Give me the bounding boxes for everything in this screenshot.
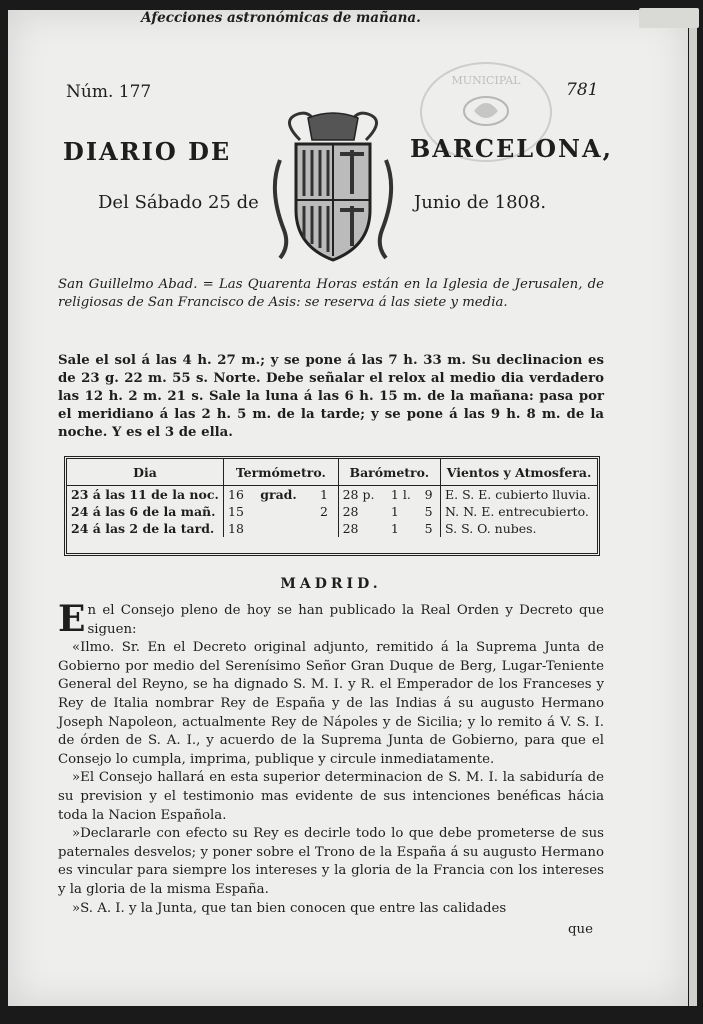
cell-temp: 16 <box>228 487 244 502</box>
cell-baro: 28 p. <box>342 487 375 502</box>
issue-number: Núm. 177 <box>66 82 152 102</box>
stamp-emblem-icon <box>456 91 516 131</box>
table-row <box>67 520 597 537</box>
cell-vientos: N. N. E. entrecubierto. <box>445 504 589 519</box>
stamp-text: MUNICIPAL <box>451 74 521 87</box>
cell-baro-frac: 5 <box>421 520 441 537</box>
masthead-title-right: BARCELONA, <box>410 134 613 163</box>
date-right: Junio de 1808. <box>414 192 547 213</box>
cell-temp-unit <box>256 520 316 537</box>
page-tab <box>639 8 699 28</box>
saints-notice: San Guillelmo Abad. = Las Quarenta Horas están en la Iglesia de Jerusalen, de religiosas de San Francisco de Asis: se reserva á las siete y media. <box>58 277 604 310</box>
astro-text: Sale el sol á las 4 h. 27 m.; y se pone á las 7 h. 33 m. Su declinacion es de 23 g. 22 m. 55 s. Norte. Debe señalar el relox al medio dia verdadero las 12 h. 2 m. 21 s. Sale la luna á las 6 h. 15 m. de la mañana: pasa por el meridiano á las 2 h. 5 m. de la tarde; y se pone á las 9 h. 8 m. de la noche. Y es el 3 de ella. <box>58 353 604 440</box>
astro-heading: Afecciones astronómicas de mañana. <box>141 10 421 26</box>
catchword: que <box>568 922 593 937</box>
cell-temp: 18 <box>228 521 244 536</box>
cell-dia: 24 á las 2 de la tard. <box>67 520 224 537</box>
cell-baro-frac: 9 <box>421 486 441 504</box>
weather-table <box>64 456 600 556</box>
cell-temp-frac <box>316 520 338 537</box>
cell-dia: 23 á las 11 de la noc. <box>67 486 224 504</box>
col-barometro: Barómetro. <box>338 459 440 486</box>
drop-cap: E <box>58 598 86 640</box>
weather-header-row <box>67 459 597 486</box>
cell-temp: 15 <box>228 504 244 519</box>
article-paragraph: «Ilmo. Sr. En el Decreto original adjunto, remitido á la Suprema Junta de Gobierno por medio del Serenísimo Señor Gran Duque de Berg, Lugar-Teniente General del Reyno, se ha dignado S. M. I. y R. el Emperador de los Franceses y Rey de Italia nombrar Rey de España y de las Indias á su augusto Hermano Joseph Napoleon, actualmente Rey de Nápoles y de Sicilia; y lo remito á V. S. I. de órden de S. A. I., y acuerdo de la Suprema Junta de Gobierno, para que el Consejo lo cumpla, imprima, publique y circule inmediatamente. <box>58 640 604 767</box>
page-edge <box>689 10 697 1006</box>
date-left: Del Sábado 25 de <box>98 192 259 213</box>
cell-temp-frac: 2 <box>316 503 338 520</box>
article-paragraph: »Declararle con efecto su Rey es decirle todo lo que debe prometerse de sus paternales desvelos; y poner sobre el Trono de la España á su augusto Hermano es vincular para siempre los intereses y la gloria de la Francia con los intereses y la gloria de la misma España. <box>58 826 604 897</box>
masthead-title-left: DIARIO DE <box>63 137 232 166</box>
cell-baro-lines: 1 <box>390 521 399 536</box>
table-row <box>67 486 597 504</box>
col-termometro: Termómetro. <box>224 459 339 486</box>
cell-temp-unit: grad. <box>260 487 297 502</box>
cell-baro-lines: 1 l. <box>390 487 411 502</box>
cell-vientos: S. S. O. nubes. <box>445 521 537 536</box>
cell-baro: 28 <box>342 521 359 536</box>
article-paragraph: »El Consejo hallará en esta superior determinacion de S. M. I. la sabiduría de su prevision y el testimonio mas evidente de sus intenciones benéficas hácia toda la Nacion Española. <box>58 770 604 823</box>
paragraph-text: n el Consejo pleno de hoy se han publicado la Real Orden y Decreto que siguen: <box>87 603 604 637</box>
table-row <box>67 503 597 520</box>
article-paragraph: »S. A. I. y la Junta, que tan bien conocen que entre las calidades <box>72 900 507 916</box>
article-body <box>58 598 604 918</box>
col-vientos: Vientos y Atmosfera. <box>441 459 597 486</box>
madrid-heading: MADRID. <box>280 576 382 592</box>
cell-baro: 28 <box>342 504 359 519</box>
article-paragraph <box>58 598 604 640</box>
newspaper-page <box>8 10 688 1006</box>
cell-vientos: E. S. E. cubierto lluvia. <box>445 487 591 502</box>
cell-temp-frac: 1 <box>316 486 338 504</box>
coat-of-arms-icon <box>260 110 406 266</box>
page-number: 781 <box>566 80 599 100</box>
cell-baro-lines: 1 <box>390 504 399 519</box>
cell-temp-unit <box>256 503 316 520</box>
cell-baro-frac: 5 <box>421 503 441 520</box>
col-dia: Dia <box>67 459 224 486</box>
cell-dia: 24 á las 6 de la mañ. <box>67 503 224 520</box>
